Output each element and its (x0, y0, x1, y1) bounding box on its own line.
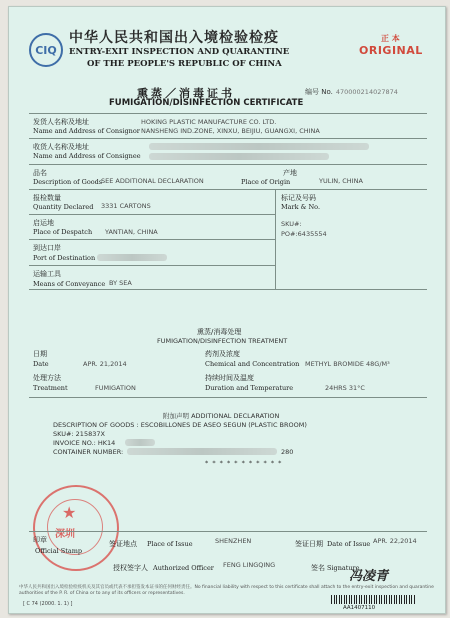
chemical-label-cn: 药剂及浓度 (205, 350, 240, 358)
place-of-issue-label-cn: 签证地点 (109, 540, 137, 548)
signature-label: Signature (327, 564, 360, 572)
authority-title-en-2: OF THE PEOPLE'S REPUBLIC OF CHINA (87, 59, 282, 69)
additional-end-stars: * * * * * * * * * * * (205, 459, 283, 467)
divider (29, 289, 427, 290)
date-label: Date (33, 360, 49, 368)
consignor-label-cn: 发货人名称及地址 (33, 118, 89, 126)
treatment-method-label-cn: 处理方法 (33, 374, 61, 382)
marks-sku: SKU#: (281, 220, 302, 228)
authorized-officer-value: FENG LINGQING (223, 561, 276, 569)
redacted-consignee-address (149, 153, 329, 160)
treatment-method-value: FUMIGATION (95, 384, 136, 392)
date-label-cn: 日期 (33, 350, 47, 358)
original-mark: ORIGINAL (359, 44, 423, 57)
treatment-heading: FUMIGATION/DISINFECTION TREATMENT (157, 337, 288, 345)
divider (29, 113, 427, 114)
redacted-container (127, 448, 277, 455)
authorized-officer-label: Authorized Officer (153, 564, 214, 572)
authority-title-cn: 中华人民共和国出入境检验检疫 (69, 30, 279, 46)
ciq-logo-icon: CIQ (29, 33, 63, 67)
barcode-number: AA1407110 (343, 605, 376, 611)
authority-title-en-1: ENTRY-EXIT INSPECTION AND QUARANTINE (69, 47, 290, 57)
place-of-issue-value: SHENZHEN (215, 537, 252, 545)
column-divider (275, 189, 276, 289)
additional-line-container-tail: 280 (281, 448, 294, 456)
chemical-label: Chemical and Concentration (205, 360, 300, 368)
treatment-method-label: Treatment (33, 384, 68, 392)
quantity-value: 3331 CARTONS (101, 202, 151, 210)
place-of-issue-label: Place of Issue (147, 540, 193, 548)
despatch-label-cn: 启运地 (33, 219, 54, 227)
certificate-title: FUMIGATION/DISINFECTION CERTIFICATE (109, 98, 304, 108)
consignor-value-line-1: HOKING PLASTIC MANUFACTURE CO. LTD. (141, 118, 277, 126)
treatment-heading-cn: 熏蒸/消毒处理 (197, 328, 242, 336)
consignor-value-line-2: NANSHENG IND.ZONE, XINXU, BEIJIU, GUANGXI, CHINA (141, 127, 320, 135)
consignee-label: Name and Address of Consignee (33, 152, 141, 160)
chemical-value: METHYL BROMIDE 48G/M³ (305, 360, 390, 368)
despatch-value: YANTIAN, CHINA (105, 228, 158, 236)
divider (29, 531, 427, 532)
original-mark-cn: 正 本 (381, 34, 400, 43)
stamp-city: 深圳 (55, 529, 75, 540)
additional-heading-en: ADDITIONAL DECLARATION (191, 412, 280, 420)
handwritten-signature: 冯凌青 (349, 569, 389, 584)
divider (29, 265, 275, 266)
duration-label-cn: 持续时间及温度 (205, 374, 254, 382)
divider (29, 239, 275, 240)
conveyance-label: Means of Conveyance (33, 280, 106, 288)
goods-label-cn: 品名 (33, 169, 47, 177)
additional-line-container: CONTAINER NUMBER: (53, 448, 124, 456)
conveyance-value: BY SEA (109, 279, 132, 287)
quantity-label: Quantity Declared (33, 203, 94, 211)
date-of-issue-label: Date of Issue (327, 540, 371, 548)
additional-heading (163, 411, 279, 420)
divider (29, 164, 427, 165)
date-of-issue-value: APR. 22,2014 (373, 537, 417, 545)
consignor-label: Name and Address of Consignor (33, 127, 140, 135)
certificate-number-value: 470000214027874 (335, 88, 398, 96)
marks-label-cn: 标记及号码 (281, 194, 316, 202)
additional-line-goods: DESCRIPTION OF GOODS : ESCOBILLONES DE ASEO SEGUN (PLASTIC BROOM) (53, 421, 307, 429)
additional-heading-cn: 附加声明 (163, 412, 189, 420)
divider (29, 214, 275, 215)
conveyance-label-cn: 运输工具 (33, 270, 61, 278)
signature-label-cn: 签名 (311, 564, 325, 572)
form-number: [ C 74 (2000. 1. 1) ] (23, 601, 73, 607)
marks-po: PO#:6435554 (281, 230, 327, 238)
redacted-destination (97, 254, 167, 261)
goods-value: SEE ADDITIONAL DECLARATION (101, 177, 204, 185)
quantity-label-cn: 报检数量 (33, 194, 61, 202)
date-of-issue-label-cn: 签证日期 (295, 540, 323, 548)
divider (29, 189, 427, 190)
stamp-star-icon: ★ (62, 503, 77, 522)
destination-label: Port of Destination (33, 254, 96, 262)
certificate-number-label: 编号 No. (305, 88, 333, 96)
origin-label: Place of Origin (241, 178, 291, 186)
redacted-consignee-name (149, 143, 369, 150)
redacted-invoice (125, 439, 155, 446)
consignee-label-cn: 收货人名称及地址 (33, 143, 89, 151)
official-stamp-label-cn: 印章 (33, 536, 47, 544)
disclaimer: 中华人民共和国出入境检验检疫机关及其官员或代表不承担签发本证书的任何财经责任。No financial liability with respect to this certificate shall attach to the entry-exit inspection and quarantine authorities of the P. R. of China or to any of its officers or representatives. (19, 585, 434, 596)
origin-label-cn: 产地 (283, 169, 297, 177)
authorized-officer-label-cn: 授权签字人 (113, 564, 148, 572)
destination-label-cn: 到达口岸 (33, 244, 61, 252)
goods-label: Description of Goods (33, 178, 103, 186)
certificate-page (8, 6, 446, 614)
divider (29, 397, 427, 398)
duration-value: 24HRS 31°C (325, 384, 365, 392)
marks-label: Mark & No. (281, 203, 321, 211)
divider (29, 138, 427, 139)
despatch-label: Place of Despatch (33, 228, 93, 236)
origin-value: YULIN, CHINA (319, 177, 363, 185)
certificate-number (305, 87, 398, 97)
treatment-date-value: APR. 21,2014 (83, 360, 127, 368)
certificate-title-cn: 熏蒸／消毒证书 (137, 87, 235, 100)
additional-line-invoice: INVOICE NO.: HK14 (53, 439, 116, 447)
additional-line-sku: SKU#: 215837X (53, 430, 105, 438)
official-stamp-label: Official Stamp (35, 547, 83, 555)
duration-label: Duration and Temperature (205, 384, 294, 392)
barcode-icon (331, 595, 415, 604)
